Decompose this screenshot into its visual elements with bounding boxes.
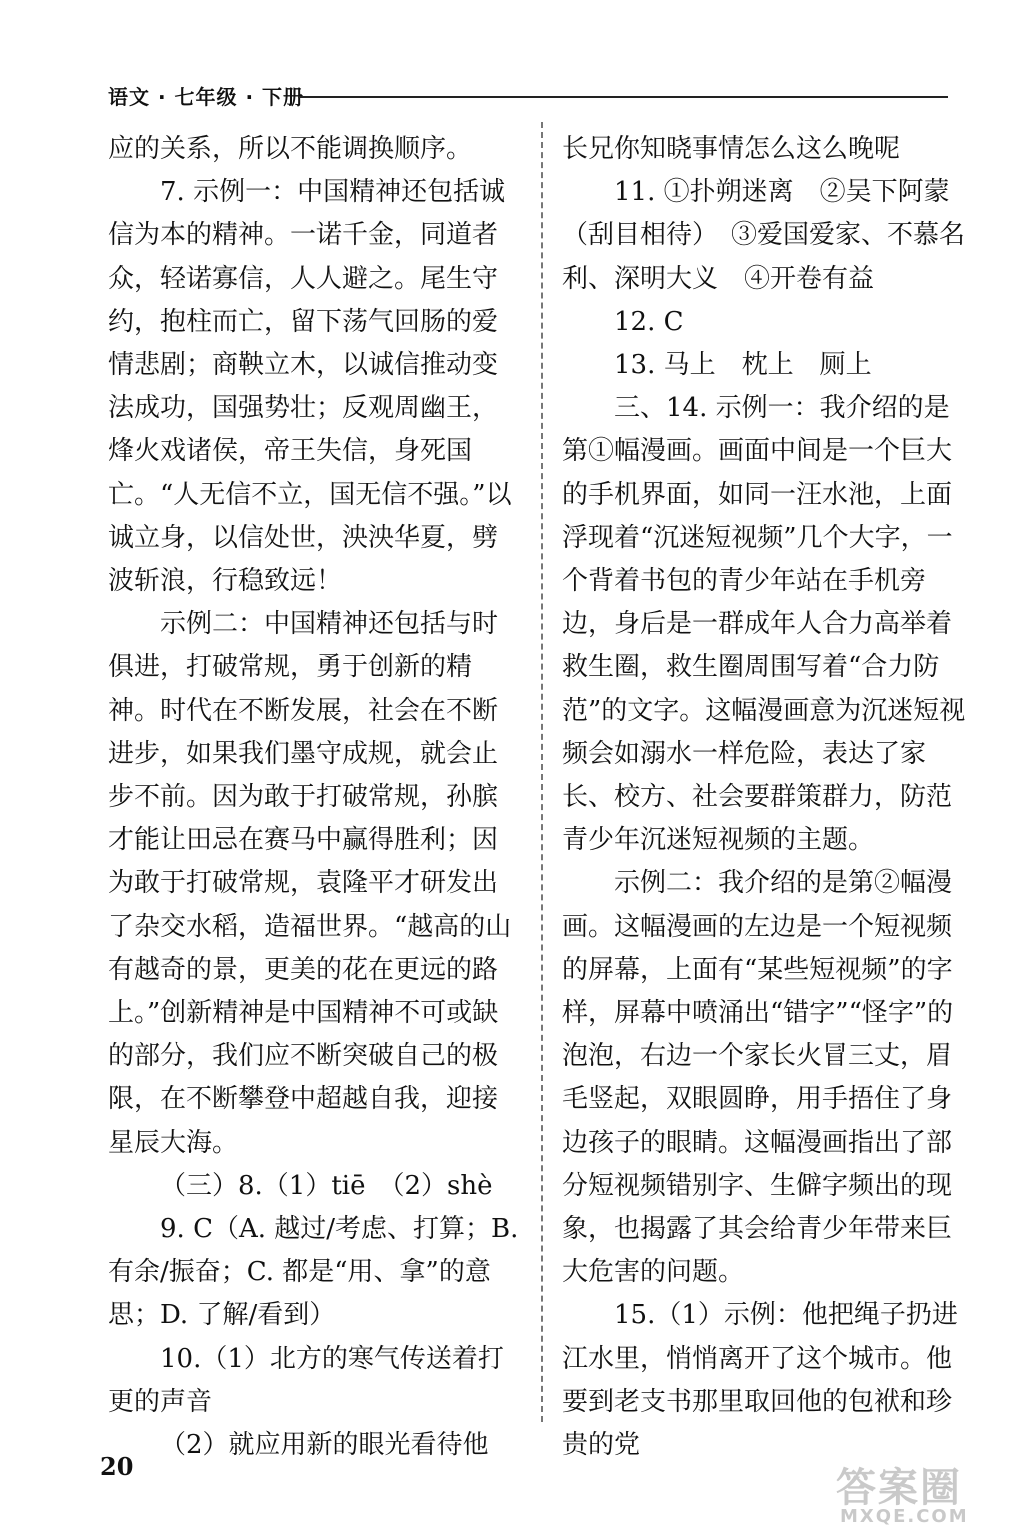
book-title: 语文 · 七年级 · 下册 (108, 85, 305, 109)
watermark-url: MXQE.COM (840, 1506, 969, 1527)
answer-10-2: （2）就应用新的眼光看待他 (160, 1430, 489, 1461)
column-divider (541, 122, 543, 1422)
answer-14-example-1: 三、14. 示例一：我介绍的是第①幅漫画。画面中间是一个巨大的手机界面，如同一汪水池，上面浮现着“沉迷短视频”几个大字，一个背着书包的青少年站在手机旁边，身后是一群成年人合力高举着救生圈，救生圈周围写着“合力防范”的文字。这幅漫画意为沉迷短视频会如溺水一样危险，表达了家长、校方、社会要群策群力，防范青少年沉迷短视频的主题。 (562, 393, 966, 856)
answer-7-example-2: 示例二：中国精神还包括与时俱进，打破常规，勇于创新的精神。时代在不断发展，社会在不断进步，如果我们墨守成规，就会止步不前。因为敢于打破常规，孙膑才能让田忌在赛马中赢得胜利；因为敢于打破常规，袁隆平才研发出了杂交水稻，造福世界。“越高的山有越奇的景，更美的花在更远的路上。”创新精神是中国精神不可或缺的部分，我们应不断突破自己的极限，在不断攀登中超越自我，迎接星辰大海。 (108, 609, 512, 1158)
answer-7-example-1: 7. 示例一：中国精神还包括诚信为本的精神。一诺千金，同道者众，轻诺寡信，人人避之。尾生守约，抱柱而亡，留下荡气回肠的爱情悲剧；商鞅立木，以诚信推动变法成功，国强势壮；反观周幽王，烽火戏诸侯，帝王失信，身死国亡。“人无信不立，国无信不强。”以诚立身，以信处世，泱泱华夏，劈波斩浪，行稳致远！ (108, 177, 512, 597)
answer-11: 11. ①扑朔迷离 ②吴下阿蒙（刮目相待） ③爱国爱家、不慕名利、深明大义 ④开卷有益 (562, 177, 966, 294)
answer-9: 9. C（A. 越过/考虑、打算；B. 有余/振奋；C. 都是“用、拿”的意思；D. 了解/看到） (108, 1214, 519, 1331)
answer-13: 13. 马上 枕上 厕上 (614, 350, 872, 381)
answer-15-1: 15.（1）示例：他把绳子扔进江水里，悄悄离开了这个城市。他要到老支书那里取回他的包袱和珍贵的党 (562, 1300, 958, 1461)
answer-10-1: 10.（1）北方的寒气传送着打更的声音 (108, 1343, 504, 1417)
answer-continuation: 长兄你知晓事情怎么这么晚呢 (562, 134, 901, 164)
running-header (108, 82, 948, 112)
answer-8: （三）8.（1）tiē （2）shè (160, 1170, 493, 1201)
answer-12: 12. C (614, 306, 684, 337)
right-column (562, 128, 972, 1467)
answer-continuation: 应的关系，所以不能调换顺序。 (108, 134, 473, 164)
watermark-logo (836, 1466, 996, 1528)
page-number: 20 (100, 1452, 134, 1481)
header-rule (298, 96, 948, 98)
left-column (108, 128, 520, 1467)
watermark-text: 答案圈 (836, 1465, 962, 1511)
answer-14-example-2: 示例二：我介绍的是第②幅漫画。这幅漫画的左边是一个短视频的屏幕，上面有“某些短视频”的字样，屏幕中喷涌出“错字”“怪字”的泡泡，右边一个家长火冒三丈，眉毛竖起，双眼圆睁，用手捂住了身边孩子的眼睛。这幅漫画指出了部分短视频错别字、生僻字频出的现象，也揭露了其会给青少年带来巨大危害的问题。 (562, 868, 954, 1288)
